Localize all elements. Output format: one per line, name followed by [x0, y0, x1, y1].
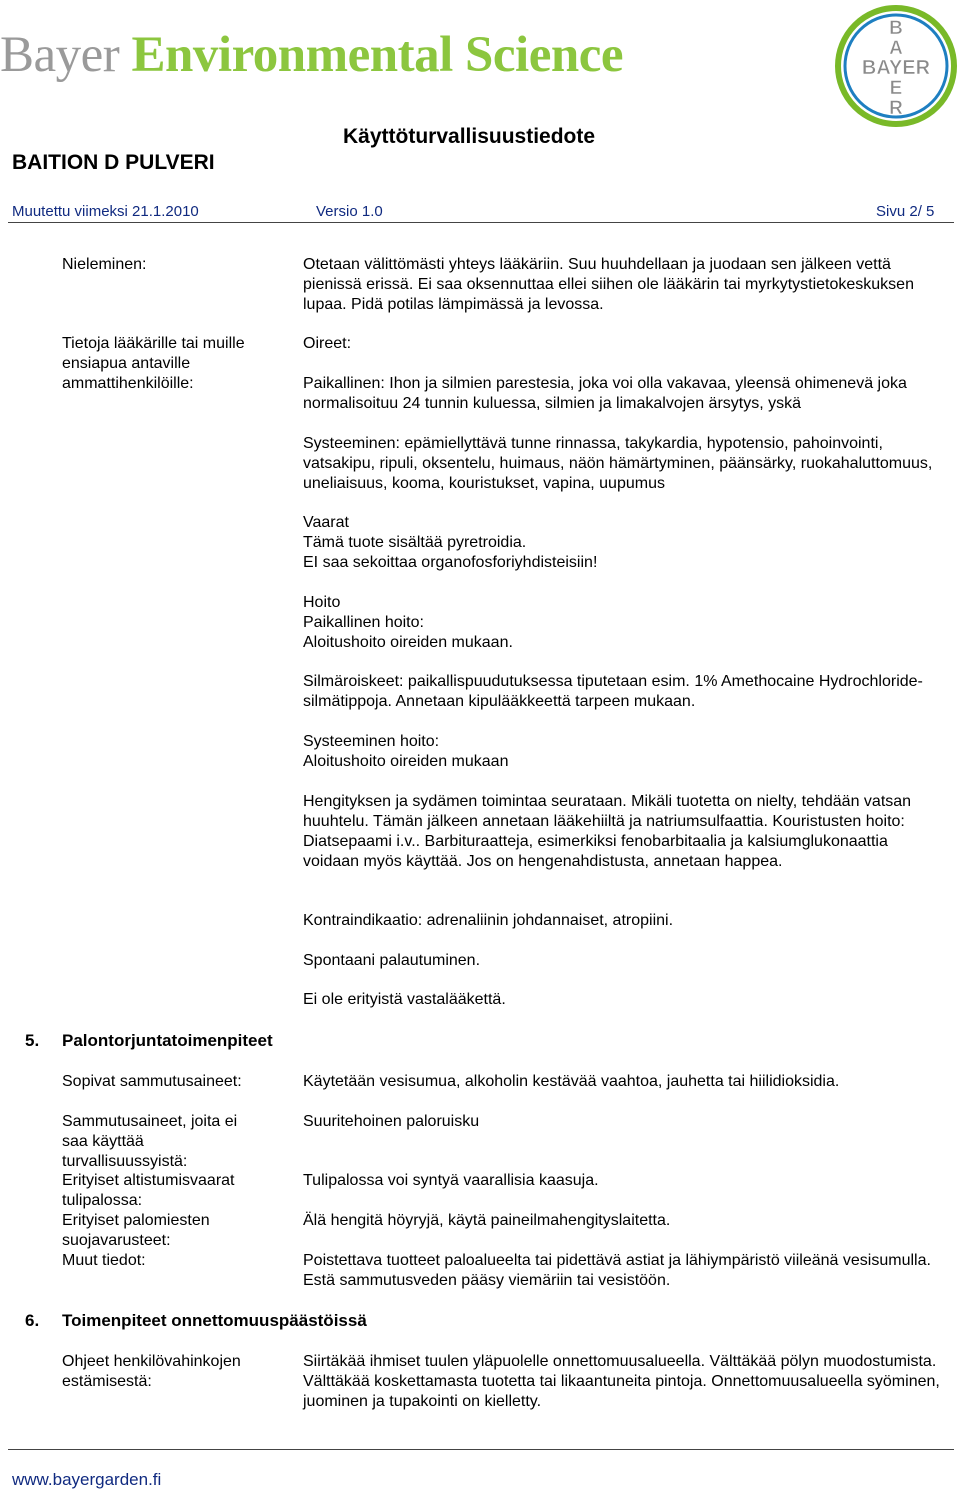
logo-letter-e: E [889, 78, 903, 99]
brand-environmental-science: Environmental Science [131, 27, 623, 83]
logo-letter-b: B [889, 18, 903, 39]
protective-equipment-text: Älä hengitä höyryjä, käytä paineilmahengityslaitetta. [303, 1212, 671, 1229]
eye-exposure: Silmäroiskeet: paikallispuudutuksessa tiputetaan esim. 1% Amethocaine Hydrochloride-silmätippoja. Annetaan kipulääkkeettä tarpeen mukaan. [303, 673, 923, 710]
swallowing-label: Nieleminen: [62, 256, 147, 273]
hazards-line-1: Tämä tuote sisältää pyretroidia. [303, 534, 527, 551]
section-5-title: Palontorjuntatoimenpiteet [62, 1031, 273, 1050]
logo-letter-a: A [889, 38, 903, 59]
header-divider [8, 222, 954, 223]
recovery: Spontaani palautuminen. [303, 952, 481, 969]
logo-letter-r: R [889, 98, 903, 119]
page-number: Sivu 2/ 5 [876, 203, 935, 220]
version: Versio 1.0 [316, 203, 383, 220]
footer-url-link[interactable]: www.bayergarden.fi [12, 1470, 162, 1489]
symptoms-heading: Oireet: [303, 335, 352, 352]
systemic-symptoms: Systeeminen: epämiellyttävä tunne rinnassa, takykardia, hypotensio, pahoinvointi, vatsakipu, ripuli, oksentelu, huimaus, näön hämärtyminen, päänsärky, ruokahaluttomuus, uneliaisuus, kooma, kouristukset, vapina, uupumus [303, 435, 933, 492]
hazards-heading: Vaarat [303, 514, 349, 531]
unsuitable-media-text: Suuritehoinen paloruisku [303, 1113, 480, 1130]
footer-divider [8, 1449, 954, 1450]
personal-precautions-text: Siirtäkää ihmiset tuulen yläpuolelle onnettomuusalueella. Välttäkää pölyn muodostumista. Välttäkää koskettamasta tuotetta tai likaantuneita pintoja. Onnettomuusalueella syöminen, juominen ja tupakointi on kielletty. [303, 1353, 940, 1410]
logo-horizontal-text: BAYER [861, 57, 931, 79]
brand-bayer: Bayer [0, 27, 120, 83]
exposure-hazards-label: Erityiset altistumisvaarat tulipalossa: [62, 1172, 235, 1209]
section-6-title: Toimenpiteet onnettomuuspäästöissä [62, 1311, 367, 1330]
swallowing-text: Otetaan välittömästi yhteys lääkäriin. Suu huuhdellaan ja juodaan sen jälkeen vettä pienissä erissä. Ei saa oksennuttaa ellei siihen ole lääkärin tai myrkytystietokeskuksen lupaa. Pidä potilas lämpimässä ja levossa. [303, 256, 914, 313]
section-5-heading [25, 1030, 273, 1052]
unsuitable-media-label: Sammutusaineet, joita ei saa käyttää turvallisuussyistä: [62, 1113, 238, 1170]
other-info-text: Poistettava tuotteet paloalueelta tai pidettävä astiat ja lähiympäristö viileänä vesisumulla. Estä sammutusveden pääsy viemäriin tai vesistöön. [303, 1252, 931, 1289]
doctor-info-label: Tietoja lääkärille tai muille ensiapua antaville ammattihenkilöille: [62, 335, 245, 392]
document-title: Käyttöturvallisuustiedote [343, 125, 596, 148]
other-info-label: Muut tiedot: [62, 1252, 146, 1269]
personal-precautions-label: Ohjeet henkilövahinkojen estämisestä: [62, 1353, 241, 1390]
protective-equipment-label: Erityiset palomiesten suojavarusteet: [62, 1212, 210, 1249]
bayer-cross-logo [834, 4, 958, 128]
suitable-media-text: Käytetään vesisumua, alkoholin kestävää vaahtoa, jauhetta tai hiilidioksidia. [303, 1073, 840, 1090]
local-symptoms: Paikallinen: Ihon ja silmien parestesia, joka voi olla vakavaa, yleensä ohimenevä joka normalisoituu 24 tunnin kuluessa, silmien ja limakalvojen ärsytys, yskä [303, 375, 907, 412]
product-name: BAITION D PULVERI [12, 151, 215, 174]
section-5-number: 5. [25, 1031, 40, 1050]
treatment-heading: Hoito [303, 594, 341, 611]
local-treatment-heading: Paikallinen hoito: [303, 614, 424, 631]
brand-wordmark [0, 26, 623, 84]
monitoring-text: Hengityksen ja sydämen toimintaa seurataan. Mikäli tuotetta on nielty, tehdään vatsan huuhtelu. Tämän jälkeen annetaan lääkehiiltä ja natriumsulfaattia. Kouristusten hoito: Diatsepaami i.v.. Barbituraatteja, esimerkiksi fenobarbitaalia ja kalsiumglukonaattia voidaan myös käyttää. Jos on hengenahdistusta, annetaan happea. [303, 793, 912, 870]
section-6-number: 6. [25, 1311, 40, 1330]
exposure-hazards-text: Tulipalossa voi syntyä vaarallisia kaasuja. [303, 1172, 599, 1189]
last-modified: Muutettu viimeksi 21.1.2010 [12, 203, 199, 220]
systemic-treatment-text: Aloitushoito oireiden mukaan [303, 753, 509, 770]
systemic-treatment-heading: Systeeminen hoito: [303, 733, 440, 750]
suitable-media-label: Sopivat sammutusaineet: [62, 1073, 242, 1090]
local-treatment-text: Aloitushoito oireiden mukaan. [303, 634, 513, 651]
hazards-line-2: EI saa sekoittaa organofosforiyhdisteisiin! [303, 554, 598, 571]
contraindication: Kontraindikaatio: adrenaliinin johdannaiset, atropiini. [303, 912, 674, 929]
antidote: Ei ole erityistä vastalääkettä. [303, 991, 506, 1008]
section-6-heading [25, 1310, 367, 1332]
